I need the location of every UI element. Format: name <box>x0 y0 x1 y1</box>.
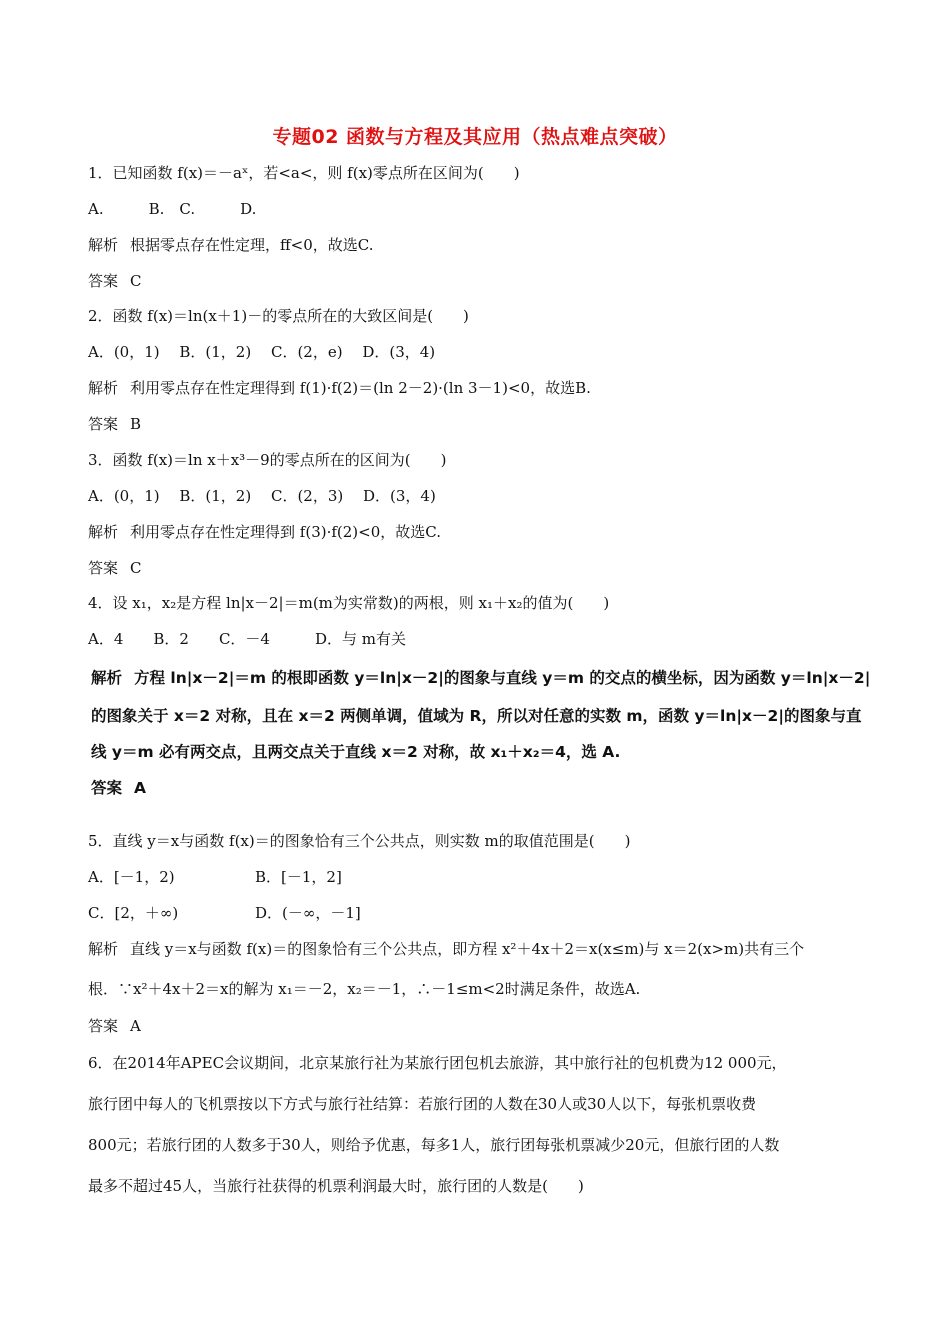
analysis-text: 方程 ln|x－2|＝m 的根即函数 y＝ln|x－2|的图象与直线 y＝m 的交点的横坐标，因为函数 y＝ln|x－2| <box>134 669 871 687</box>
analysis-text: 利用零点存在性定理得到 f(1)·f(2)＝(ln 2－2)·(ln 3－1)<0，故选B. <box>130 379 591 397</box>
answer-text: A <box>130 1017 141 1035</box>
question-2-answer <box>88 414 141 434</box>
question-4-analysis-line-2: 的图象关于 x＝2 对称，且在 x＝2 两侧单调，值域为 R，所以对任意的实数 m，函数 y＝ln|x－2|的图象与直 <box>91 707 862 725</box>
question-2-analysis <box>88 378 591 398</box>
question-4-options: A．4 B．2 C．－4 D．与 m有关 <box>88 630 406 648</box>
question-5-option-c: C．[2，＋∞) <box>88 904 179 922</box>
question-5-option-b: B．[－1，2] <box>255 868 342 886</box>
analysis-text: 利用零点存在性定理得到 f(3)·f(2)<0，故选C. <box>130 523 441 541</box>
answer-text: A <box>134 779 147 797</box>
analysis-label: 解析 <box>88 523 119 541</box>
analysis-text: 直线 y＝x与函数 f(x)＝的图象恰有三个公共点，即方程 x²＋4x＋2＝x(x≤m)与 x＝2(x>m)共有三个 <box>130 940 805 958</box>
page-title: 专题02 函数与方程及其应用（热点难点突破） <box>272 126 678 148</box>
question-2-options: A．(0，1) B．(1，2) C．(2，e) D．(3，4) <box>88 343 436 361</box>
answer-text: C <box>130 272 142 290</box>
question-3-stem: 3．函数 f(x)＝ln x＋x³－9的零点所在的区间为( ) <box>88 451 447 469</box>
answer-text: B <box>130 415 142 433</box>
question-3-options: A．(0，1) B．(1，2) C．(2，3) D．(3，4) <box>88 487 436 505</box>
question-5-option-a: A．[－1，2) <box>88 868 175 886</box>
answer-label: 答案 <box>88 272 119 290</box>
analysis-label: 解析 <box>88 236 119 254</box>
answer-text: C <box>130 559 142 577</box>
question-1-options: A. B. C. D. <box>88 200 257 218</box>
question-1-stem: 1．已知函数 f(x)＝－aˣ，若<a<，则 f(x)零点所在区间为( ) <box>88 164 520 182</box>
answer-label: 答案 <box>88 415 119 433</box>
question-6-line-2: 旅行团中每人的飞机票按以下方式与旅行社结算：若旅行团的人数在30人或30人以下，每张机票收费 <box>88 1095 757 1113</box>
analysis-label: 解析 <box>88 379 119 397</box>
answer-label: 答案 <box>88 1017 119 1035</box>
answer-label: 答案 <box>91 779 123 797</box>
question-1-analysis <box>88 235 374 255</box>
question-4-analysis-line-1 <box>91 668 870 688</box>
question-4-answer <box>91 778 146 798</box>
question-3-answer <box>88 558 142 578</box>
question-4-analysis-line-3: 线 y＝m 必有两交点，且两交点关于直线 x＝2 对称，故 x₁＋x₂＝4，选 A. <box>91 743 621 761</box>
question-5-stem: 5．直线 y＝x与函数 f(x)＝的图象恰有三个公共点，则实数 m的取值范围是( ) <box>88 832 631 850</box>
question-5-answer <box>88 1016 141 1036</box>
question-3-analysis <box>88 522 441 542</box>
question-5-option-d: D．(－∞，－1] <box>255 904 361 922</box>
analysis-label: 解析 <box>91 669 123 687</box>
question-2-stem: 2．函数 f(x)＝ln(x＋1)－的零点所在的大致区间是( ) <box>88 307 469 325</box>
question-5-analysis-line-2: 根．∵x²＋4x＋2＝x的解为 x₁＝－2，x₂＝－1，∴－1≤m<2时满足条件，故选A. <box>88 980 641 998</box>
question-4-stem: 4．设 x₁，x₂是方程 ln|x－2|＝m(m为实常数)的两根，则 x₁＋x₂的值为( ) <box>88 594 610 612</box>
question-5-analysis-line-1 <box>88 939 804 959</box>
question-6-line-3: 800元；若旅行团的人数多于30人，则给予优惠，每多1人，旅行团每张机票减少20元，但旅行团的人数 <box>88 1136 780 1154</box>
question-6-line-4: 最多不超过45人，当旅行社获得的机票利润最大时，旅行团的人数是( ) <box>88 1177 584 1195</box>
analysis-text: 根据零点存在性定理，ff<0，故选C. <box>130 236 374 254</box>
answer-label: 答案 <box>88 559 119 577</box>
question-1-answer <box>88 271 142 291</box>
analysis-label: 解析 <box>88 940 119 958</box>
question-6-line-1: 6．在2014年APEC会议期间，北京某旅行社为某旅行团包机去旅游，其中旅行社的包机费为12 000元， <box>88 1054 787 1072</box>
